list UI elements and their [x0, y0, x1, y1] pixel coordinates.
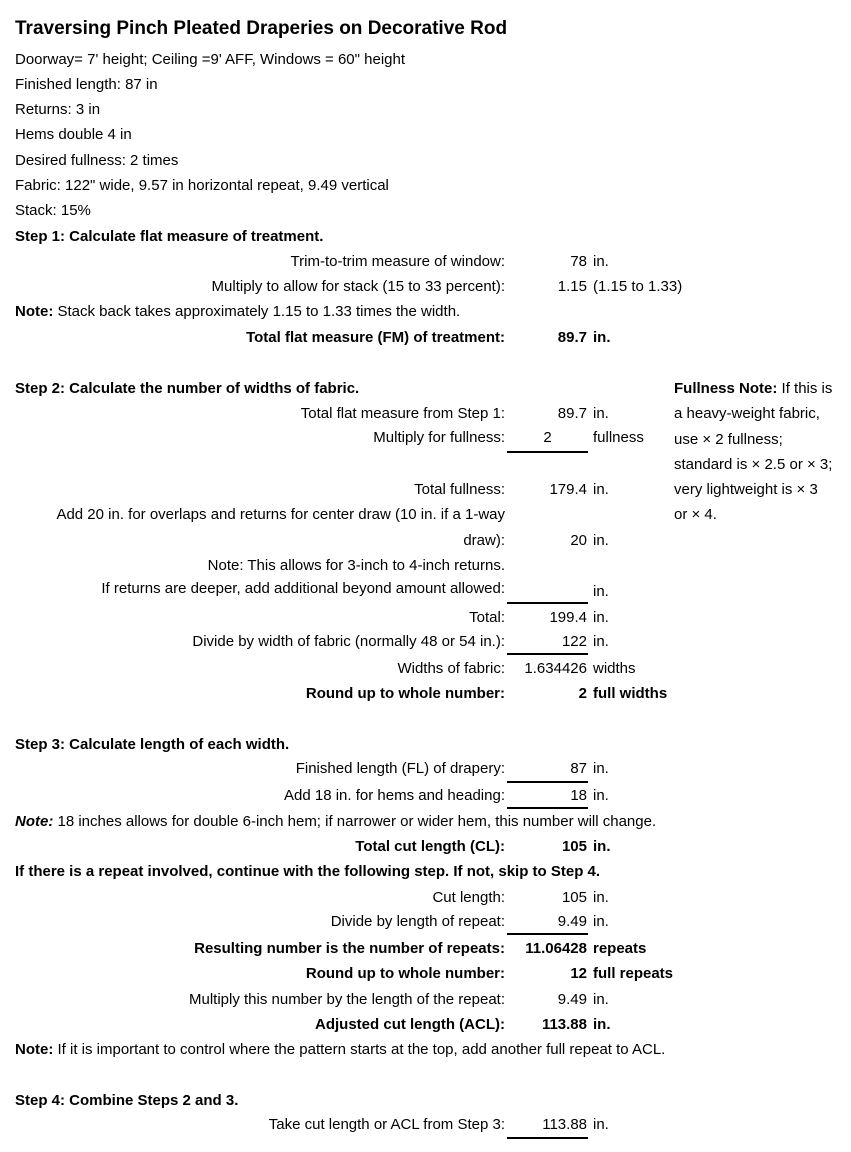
step2-fullness-value: 2	[543, 429, 552, 446]
step2-overlap-label-line2: draw):	[463, 532, 505, 549]
step2-overlap-unit: in.	[593, 532, 609, 549]
step2-fm-unit: in.	[593, 405, 609, 422]
step3-repeat-value: 9.49	[557, 913, 587, 930]
step3-note2-label: Note:	[15, 1041, 54, 1058]
step3-fl-value: 87	[570, 760, 587, 777]
spec-stack: Stack: 15%	[15, 202, 91, 219]
step4-take-label: Take cut length or ACL from Step 3:	[268, 1116, 505, 1133]
step2-overlap-value: 20	[570, 532, 587, 549]
step2-round-unit: full widths	[593, 685, 668, 702]
spec-finished-length: Finished length: 87 in	[15, 76, 158, 93]
step3-note2-text: If it is important to control where the pattern starts at the top, add another full repeat to ACL.	[53, 1041, 666, 1058]
spec-returns: Returns: 3 in	[15, 101, 101, 118]
step1-total-value: 89.7	[557, 329, 587, 346]
step4-take-unit: in.	[593, 1116, 609, 1133]
step3-repeat-heading: If there is a repeat involved, continue with the following step. If not, skip to Step 4.	[15, 863, 601, 880]
step2-overlap-label-line1: Add 20 in. for overlaps and returns for center draw (10 in. if a 1-way	[56, 506, 505, 523]
step4-take-value: 113.88	[542, 1116, 587, 1133]
step3-cl-value: 105	[561, 838, 587, 855]
step2-fm-label: Total flat measure from Step 1:	[300, 405, 505, 422]
step3-cut-unit: in.	[593, 889, 609, 906]
step1-stack-label: Multiply to allow for stack (15 to 33 percent):	[211, 278, 505, 295]
step3-repeat-unit: in.	[593, 913, 609, 930]
step3-fl-unit: in.	[593, 760, 609, 777]
step2-fullness-unit: fullness	[593, 429, 644, 446]
fullness-note-label: Fullness Note:	[674, 380, 778, 397]
step3-round-label: Round up to whole number:	[305, 965, 505, 982]
step2-total-label: Total:	[469, 609, 505, 626]
step3-cl-unit: in.	[593, 838, 611, 855]
step2-total-value: 199.4	[549, 609, 587, 626]
step3-note2	[15, 1041, 665, 1059]
step2-fullness-label: Multiply for fullness:	[373, 429, 505, 446]
underline	[507, 602, 588, 604]
step3-cut-value: 105	[561, 889, 587, 906]
step3-hems-label: Add 18 in. for hems and heading:	[284, 787, 505, 804]
step1-stack-value: 1.15	[557, 278, 587, 295]
underline	[507, 807, 588, 809]
step3-round-unit: full repeats	[593, 965, 674, 982]
step1-total-label: Total flat measure (FM) of treatment:	[246, 329, 505, 346]
step3-hems-unit: in.	[593, 787, 609, 804]
step3-fl-label: Finished length (FL) of drapery:	[295, 760, 505, 777]
step2-total-fullness-value: 179.4	[549, 481, 587, 498]
step4-heading: Step 4: Combine Steps 2 and 3.	[15, 1092, 239, 1109]
step2-deeper-unit: in.	[593, 583, 609, 600]
step1-total-unit: in.	[593, 329, 611, 346]
step1-trim-value: 78	[570, 253, 587, 270]
step2-widths-unit: widths	[593, 660, 636, 677]
step3-multiply-value: 9.49	[557, 991, 587, 1008]
step3-round-value: 12	[570, 965, 587, 982]
step2-total-unit: in.	[593, 609, 609, 626]
step2-returns-note: Note: This allows for 3-inch to 4-inch returns.	[207, 557, 505, 574]
spec-dimensions: Doorway= 7' height; Ceiling =9' AFF, Windows = 60" height	[15, 51, 406, 68]
step1-heading: Step 1: Calculate flat measure of treatment.	[15, 228, 324, 245]
step2-total-fullness-label: Total fullness:	[414, 481, 505, 498]
step3-note-text: 18 inches allows for double 6-inch hem; if narrower or wider hem, this number will change.	[53, 813, 657, 830]
underline	[507, 781, 588, 783]
fullness-side-note	[674, 376, 834, 528]
step1-trim-unit: in.	[593, 253, 609, 270]
spec-fabric: Fabric: 122" wide, 9.57 in horizontal repeat, 9.49 vertical	[15, 177, 389, 194]
underline	[507, 1137, 588, 1139]
step3-result-label: Resulting number is the number of repeats:	[194, 940, 505, 957]
step2-widths-label: Widths of fabric:	[397, 660, 505, 677]
step2-widths-value: 1.634426	[524, 660, 587, 677]
step2-round-value: 2	[578, 685, 587, 702]
underline	[507, 451, 588, 453]
step2-heading: Step 2: Calculate the number of widths of fabric.	[15, 380, 360, 397]
step2-fm-value: 89.7	[557, 405, 587, 422]
step3-cut-label: Cut length:	[432, 889, 505, 906]
step3-repeat-label: Divide by length of repeat:	[330, 913, 505, 930]
step3-hems-value: 18	[570, 787, 587, 804]
spec-fullness: Desired fullness: 2 times	[15, 152, 179, 169]
step1-note-label: Note:	[15, 303, 54, 320]
step1-note-text: Stack back takes approximately 1.15 to 1.33 times the width.	[53, 303, 461, 320]
underline	[507, 933, 588, 935]
step2-total-fullness-unit: in.	[593, 481, 609, 498]
page-title: Traversing Pinch Pleated Draperies on Decorative Rod	[15, 18, 508, 39]
step3-cl-label: Total cut length (CL):	[355, 838, 505, 855]
step3-acl-label: Adjusted cut length (ACL):	[315, 1016, 505, 1033]
underline	[507, 653, 588, 655]
fullness-note-text: If this is a heavy-weight fabric, use × 2 fullness; standard is × 2.5 or × 3; very lightweight is × 3 or × 4.	[674, 380, 833, 524]
step1-stack-unit: (1.15 to 1.33)	[593, 278, 683, 295]
step3-note	[15, 813, 656, 831]
step2-divide-value: 122	[561, 633, 587, 650]
step2-divide-unit: in.	[593, 633, 609, 650]
step1-trim-label: Trim-to-trim measure of window:	[290, 253, 505, 270]
step3-multiply-label: Multiply this number by the length of the repeat:	[188, 991, 505, 1008]
step3-acl-value: 113.88	[541, 1016, 587, 1033]
step2-deeper-label: If returns are deeper, add additional beyond amount allowed:	[101, 580, 505, 597]
step3-heading: Step 3: Calculate length of each width.	[15, 736, 290, 753]
step3-note-label: Note:	[15, 813, 54, 830]
step1-note	[15, 303, 460, 321]
step3-multiply-unit: in.	[593, 991, 609, 1008]
step2-round-label: Round up to whole number:	[305, 685, 505, 702]
spec-hems: Hems double 4 in	[15, 126, 132, 143]
step3-result-unit: repeats	[593, 940, 647, 957]
step3-result-value: 11.06428	[525, 940, 587, 957]
step3-acl-unit: in.	[593, 1016, 611, 1033]
step2-divide-label: Divide by width of fabric (normally 48 or 54 in.):	[192, 633, 505, 650]
